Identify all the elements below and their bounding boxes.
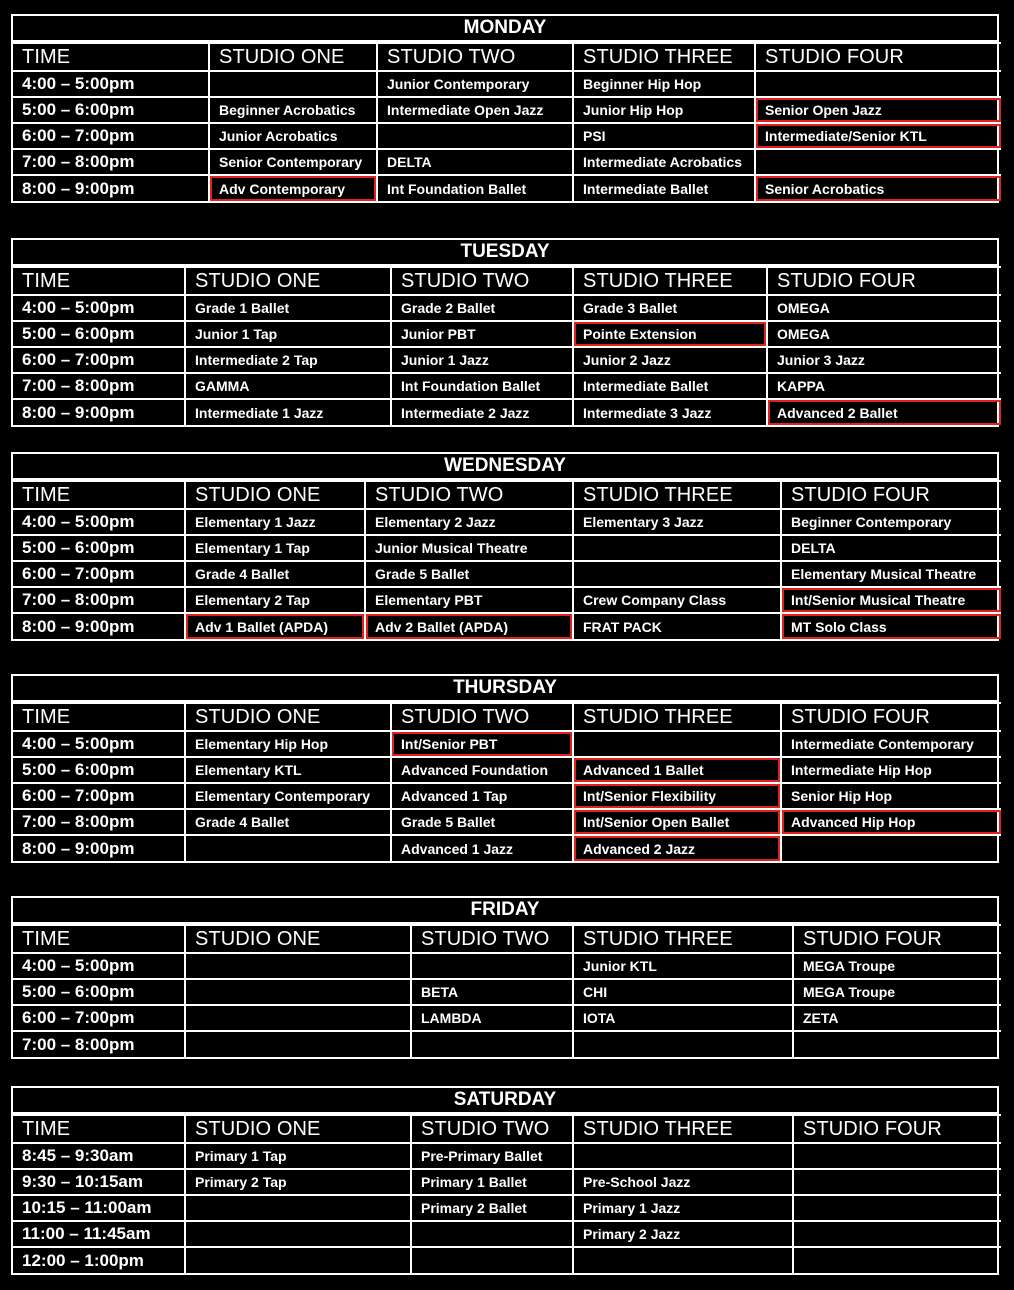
table-row bbox=[13, 71, 1001, 97]
time-slot: 4:00 – 5:00pm bbox=[13, 71, 209, 97]
class-cell bbox=[573, 1247, 793, 1273]
table-row bbox=[13, 509, 1001, 535]
time-slot: 4:00 – 5:00pm bbox=[13, 731, 185, 757]
class-cell: Elementary 1 Jazz bbox=[185, 509, 365, 535]
header-row bbox=[13, 481, 1001, 509]
class-cell: Junior 3 Jazz bbox=[767, 347, 1001, 373]
class-cell: Crew Company Class bbox=[573, 587, 781, 613]
class-cell bbox=[209, 71, 377, 97]
day-wednesday bbox=[11, 452, 999, 641]
class-cell bbox=[185, 1005, 411, 1031]
class-cell bbox=[411, 953, 573, 979]
class-cell: OMEGA bbox=[767, 295, 1001, 321]
class-cell bbox=[781, 835, 1001, 861]
table-row bbox=[13, 175, 1001, 201]
column-header-studio-four: STUDIO FOUR bbox=[781, 481, 1001, 509]
column-header-studio-one: STUDIO ONE bbox=[185, 267, 391, 295]
class-cell: DELTA bbox=[781, 535, 1001, 561]
class-cell: Pre-School Jazz bbox=[573, 1169, 793, 1195]
column-header-time: TIME bbox=[13, 267, 185, 295]
time-slot: 5:00 – 6:00pm bbox=[13, 535, 185, 561]
time-slot: 7:00 – 8:00pm bbox=[13, 587, 185, 613]
time-slot: 6:00 – 7:00pm bbox=[13, 347, 185, 373]
day-thursday bbox=[11, 674, 999, 863]
table-row bbox=[13, 373, 1001, 399]
day-monday bbox=[11, 14, 999, 203]
class-cell bbox=[411, 1221, 573, 1247]
class-cell: BETA bbox=[411, 979, 573, 1005]
class-cell: Elementary 2 Jazz bbox=[365, 509, 573, 535]
class-cell: Advanced Hip Hop bbox=[781, 809, 1001, 835]
time-slot: 4:00 – 5:00pm bbox=[13, 953, 185, 979]
day-title: TUESDAY bbox=[13, 240, 997, 266]
class-cell: Junior 2 Jazz bbox=[573, 347, 767, 373]
class-cell: MEGA Troupe bbox=[793, 953, 1001, 979]
time-slot: 10:15 – 11:00am bbox=[13, 1195, 185, 1221]
class-cell: Advanced 2 Jazz bbox=[573, 835, 781, 861]
class-cell bbox=[185, 835, 391, 861]
column-header-time: TIME bbox=[13, 925, 185, 953]
class-cell: Intermediate/Senior KTL bbox=[755, 123, 1001, 149]
header-row bbox=[13, 925, 1001, 953]
class-cell: Intermediate 1 Jazz bbox=[185, 399, 391, 425]
class-cell: Elementary 1 Tap bbox=[185, 535, 365, 561]
class-cell: Junior 1 Jazz bbox=[391, 347, 573, 373]
column-header-studio-two: STUDIO TWO bbox=[365, 481, 573, 509]
class-cell bbox=[573, 561, 781, 587]
header-row bbox=[13, 43, 1001, 71]
class-cell: Elementary Contemporary bbox=[185, 783, 391, 809]
class-cell: Grade 5 Ballet bbox=[365, 561, 573, 587]
table-row bbox=[13, 731, 1001, 757]
class-cell: Junior KTL bbox=[573, 953, 793, 979]
class-cell: Intermediate Hip Hop bbox=[781, 757, 1001, 783]
column-header-studio-three: STUDIO THREE bbox=[573, 703, 781, 731]
class-cell bbox=[377, 123, 573, 149]
column-header-time: TIME bbox=[13, 1115, 185, 1143]
time-slot: 7:00 – 8:00pm bbox=[13, 373, 185, 399]
schedule-table bbox=[13, 480, 1001, 639]
header-row bbox=[13, 703, 1001, 731]
class-cell: Intermediate Ballet bbox=[573, 373, 767, 399]
time-slot: 4:00 – 5:00pm bbox=[13, 295, 185, 321]
class-cell: Intermediate Ballet bbox=[573, 175, 755, 201]
class-cell: Junior Contemporary bbox=[377, 71, 573, 97]
class-cell: Intermediate Contemporary bbox=[781, 731, 1001, 757]
time-slot: 8:00 – 9:00pm bbox=[13, 175, 209, 201]
table-row bbox=[13, 1221, 1001, 1247]
table-row bbox=[13, 809, 1001, 835]
table-row bbox=[13, 561, 1001, 587]
class-cell: Primary 2 Jazz bbox=[573, 1221, 793, 1247]
class-cell: Junior Hip Hop bbox=[573, 97, 755, 123]
column-header-studio-two: STUDIO TWO bbox=[377, 43, 573, 71]
time-slot: 8:00 – 9:00pm bbox=[13, 399, 185, 425]
table-row bbox=[13, 1143, 1001, 1169]
class-cell: Primary 1 Ballet bbox=[411, 1169, 573, 1195]
time-slot: 9:30 – 10:15am bbox=[13, 1169, 185, 1195]
class-cell: Elementary PBT bbox=[365, 587, 573, 613]
schedule-table bbox=[13, 42, 1001, 201]
class-cell: Primary 1 Jazz bbox=[573, 1195, 793, 1221]
class-cell: MEGA Troupe bbox=[793, 979, 1001, 1005]
class-cell: KAPPA bbox=[767, 373, 1001, 399]
class-cell: Intermediate 2 Jazz bbox=[391, 399, 573, 425]
table-row bbox=[13, 123, 1001, 149]
class-cell: Int/Senior Musical Theatre bbox=[781, 587, 1001, 613]
class-cell bbox=[573, 1143, 793, 1169]
class-cell bbox=[185, 1195, 411, 1221]
schedule-table bbox=[13, 702, 1001, 861]
class-cell bbox=[185, 1247, 411, 1273]
table-row bbox=[13, 1005, 1001, 1031]
day-title: WEDNESDAY bbox=[13, 454, 997, 480]
column-header-time: TIME bbox=[13, 481, 185, 509]
column-header-studio-two: STUDIO TWO bbox=[411, 925, 573, 953]
class-cell: Int/Senior Open Ballet bbox=[573, 809, 781, 835]
class-cell: Advanced 1 Ballet bbox=[573, 757, 781, 783]
class-cell: Int Foundation Ballet bbox=[391, 373, 573, 399]
column-header-studio-four: STUDIO FOUR bbox=[781, 703, 1001, 731]
column-header-studio-two: STUDIO TWO bbox=[411, 1115, 573, 1143]
day-title: SATURDAY bbox=[13, 1088, 997, 1114]
column-header-studio-three: STUDIO THREE bbox=[573, 43, 755, 71]
class-cell bbox=[573, 731, 781, 757]
column-header-studio-three: STUDIO THREE bbox=[573, 481, 781, 509]
table-row bbox=[13, 295, 1001, 321]
time-slot: 7:00 – 8:00pm bbox=[13, 1031, 185, 1057]
class-cell: Grade 3 Ballet bbox=[573, 295, 767, 321]
time-slot: 6:00 – 7:00pm bbox=[13, 783, 185, 809]
class-cell: Grade 5 Ballet bbox=[391, 809, 573, 835]
class-cell bbox=[793, 1247, 1001, 1273]
table-row bbox=[13, 321, 1001, 347]
class-cell: Intermediate Open Jazz bbox=[377, 97, 573, 123]
table-row bbox=[13, 1031, 1001, 1057]
class-cell: Junior Acrobatics bbox=[209, 123, 377, 149]
class-cell: Adv 2 Ballet (APDA) bbox=[365, 613, 573, 639]
class-cell bbox=[755, 71, 1001, 97]
column-header-studio-one: STUDIO ONE bbox=[209, 43, 377, 71]
class-cell: GAMMA bbox=[185, 373, 391, 399]
class-cell: Grade 4 Ballet bbox=[185, 809, 391, 835]
time-slot: 5:00 – 6:00pm bbox=[13, 321, 185, 347]
class-cell: Junior PBT bbox=[391, 321, 573, 347]
class-cell bbox=[793, 1169, 1001, 1195]
class-cell: Pointe Extension bbox=[573, 321, 767, 347]
class-cell bbox=[793, 1031, 1001, 1057]
table-row bbox=[13, 97, 1001, 123]
class-cell bbox=[411, 1247, 573, 1273]
class-cell: Advanced 2 Ballet bbox=[767, 399, 1001, 425]
class-cell: Advanced 1 Tap bbox=[391, 783, 573, 809]
column-header-studio-one: STUDIO ONE bbox=[185, 481, 365, 509]
class-cell bbox=[185, 1221, 411, 1247]
column-header-studio-one: STUDIO ONE bbox=[185, 925, 411, 953]
class-cell: Int/Senior Flexibility bbox=[573, 783, 781, 809]
column-header-studio-two: STUDIO TWO bbox=[391, 703, 573, 731]
class-cell: FRAT PACK bbox=[573, 613, 781, 639]
time-slot: 8:00 – 9:00pm bbox=[13, 835, 185, 861]
time-slot: 7:00 – 8:00pm bbox=[13, 149, 209, 175]
class-cell: Beginner Hip Hop bbox=[573, 71, 755, 97]
class-cell: ZETA bbox=[793, 1005, 1001, 1031]
class-cell: Primary 2 Tap bbox=[185, 1169, 411, 1195]
class-cell: Grade 2 Ballet bbox=[391, 295, 573, 321]
schedule-table bbox=[13, 924, 1001, 1057]
class-cell: Elementary 2 Tap bbox=[185, 587, 365, 613]
time-slot: 4:00 – 5:00pm bbox=[13, 509, 185, 535]
column-header-studio-three: STUDIO THREE bbox=[573, 267, 767, 295]
time-slot: 5:00 – 6:00pm bbox=[13, 979, 185, 1005]
class-cell bbox=[573, 1031, 793, 1057]
time-slot: 6:00 – 7:00pm bbox=[13, 123, 209, 149]
table-row bbox=[13, 399, 1001, 425]
column-header-studio-four: STUDIO FOUR bbox=[755, 43, 1001, 71]
class-cell: Grade 4 Ballet bbox=[185, 561, 365, 587]
table-row bbox=[13, 979, 1001, 1005]
class-cell bbox=[185, 953, 411, 979]
column-header-studio-one: STUDIO ONE bbox=[185, 703, 391, 731]
class-cell: LAMBDA bbox=[411, 1005, 573, 1031]
class-cell: Primary 1 Tap bbox=[185, 1143, 411, 1169]
table-row bbox=[13, 535, 1001, 561]
class-cell: Grade 1 Ballet bbox=[185, 295, 391, 321]
class-cell bbox=[793, 1195, 1001, 1221]
day-title: FRIDAY bbox=[13, 898, 997, 924]
class-cell bbox=[793, 1221, 1001, 1247]
class-cell: Senior Hip Hop bbox=[781, 783, 1001, 809]
header-row bbox=[13, 267, 1001, 295]
class-cell: Junior 1 Tap bbox=[185, 321, 391, 347]
column-header-studio-four: STUDIO FOUR bbox=[793, 1115, 1001, 1143]
time-slot: 6:00 – 7:00pm bbox=[13, 1005, 185, 1031]
class-cell bbox=[755, 149, 1001, 175]
class-cell: Advanced 1 Jazz bbox=[391, 835, 573, 861]
class-cell: Beginner Contemporary bbox=[781, 509, 1001, 535]
table-row bbox=[13, 347, 1001, 373]
class-cell bbox=[793, 1143, 1001, 1169]
time-slot: 5:00 – 6:00pm bbox=[13, 757, 185, 783]
class-cell bbox=[411, 1031, 573, 1057]
table-row bbox=[13, 587, 1001, 613]
day-tuesday bbox=[11, 238, 999, 427]
day-friday bbox=[11, 896, 999, 1059]
table-row bbox=[13, 1169, 1001, 1195]
class-cell: DELTA bbox=[377, 149, 573, 175]
column-header-studio-three: STUDIO THREE bbox=[573, 925, 793, 953]
class-cell: Beginner Acrobatics bbox=[209, 97, 377, 123]
time-slot: 11:00 – 11:45am bbox=[13, 1221, 185, 1247]
class-cell: Adv 1 Ballet (APDA) bbox=[185, 613, 365, 639]
time-slot: 7:00 – 8:00pm bbox=[13, 809, 185, 835]
class-cell: Int/Senior PBT bbox=[391, 731, 573, 757]
table-row bbox=[13, 149, 1001, 175]
class-cell: MT Solo Class bbox=[781, 613, 1001, 639]
column-header-studio-one: STUDIO ONE bbox=[185, 1115, 411, 1143]
class-cell: Elementary Musical Theatre bbox=[781, 561, 1001, 587]
column-header-time: TIME bbox=[13, 703, 185, 731]
day-title: MONDAY bbox=[13, 16, 997, 42]
table-row bbox=[13, 953, 1001, 979]
header-row bbox=[13, 1115, 1001, 1143]
class-cell bbox=[185, 1031, 411, 1057]
class-cell: Senior Contemporary bbox=[209, 149, 377, 175]
time-slot: 12:00 – 1:00pm bbox=[13, 1247, 185, 1273]
column-header-studio-three: STUDIO THREE bbox=[573, 1115, 793, 1143]
class-cell: OMEGA bbox=[767, 321, 1001, 347]
class-cell: Intermediate 2 Tap bbox=[185, 347, 391, 373]
class-cell: Intermediate 3 Jazz bbox=[573, 399, 767, 425]
column-header-studio-four: STUDIO FOUR bbox=[767, 267, 1001, 295]
column-header-time: TIME bbox=[13, 43, 209, 71]
class-cell: Pre-Primary Ballet bbox=[411, 1143, 573, 1169]
table-row bbox=[13, 757, 1001, 783]
time-slot: 5:00 – 6:00pm bbox=[13, 97, 209, 123]
table-row bbox=[13, 1247, 1001, 1273]
day-title: THURSDAY bbox=[13, 676, 997, 702]
class-cell bbox=[185, 979, 411, 1005]
time-slot: 8:45 – 9:30am bbox=[13, 1143, 185, 1169]
day-saturday bbox=[11, 1086, 999, 1275]
class-cell: Senior Acrobatics bbox=[755, 175, 1001, 201]
table-row bbox=[13, 783, 1001, 809]
schedule-table bbox=[13, 1114, 1001, 1273]
class-cell: Primary 2 Ballet bbox=[411, 1195, 573, 1221]
time-slot: 8:00 – 9:00pm bbox=[13, 613, 185, 639]
class-cell: PSI bbox=[573, 123, 755, 149]
class-cell: IOTA bbox=[573, 1005, 793, 1031]
table-row bbox=[13, 1195, 1001, 1221]
class-cell: CHI bbox=[573, 979, 793, 1005]
class-cell bbox=[573, 535, 781, 561]
time-slot: 6:00 – 7:00pm bbox=[13, 561, 185, 587]
column-header-studio-four: STUDIO FOUR bbox=[793, 925, 1001, 953]
class-cell: Adv Contemporary bbox=[209, 175, 377, 201]
table-row bbox=[13, 835, 1001, 861]
class-cell: Elementary Hip Hop bbox=[185, 731, 391, 757]
class-cell: Int Foundation Ballet bbox=[377, 175, 573, 201]
class-cell: Senior Open Jazz bbox=[755, 97, 1001, 123]
schedule-table bbox=[13, 266, 1001, 425]
class-cell: Intermediate Acrobatics bbox=[573, 149, 755, 175]
class-cell: Junior Musical Theatre bbox=[365, 535, 573, 561]
class-cell: Elementary KTL bbox=[185, 757, 391, 783]
column-header-studio-two: STUDIO TWO bbox=[391, 267, 573, 295]
class-cell: Elementary 3 Jazz bbox=[573, 509, 781, 535]
table-row bbox=[13, 613, 1001, 639]
class-cell: Advanced Foundation bbox=[391, 757, 573, 783]
